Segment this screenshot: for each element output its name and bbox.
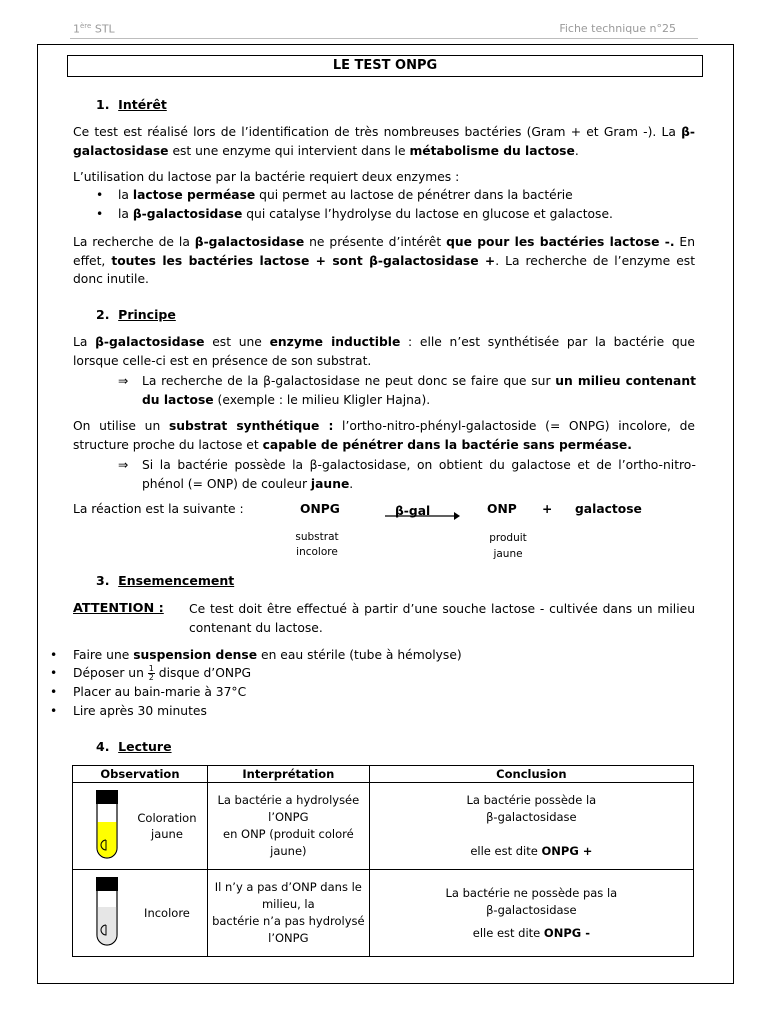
observation-text-positive: Coloration jaune bbox=[137, 811, 197, 841]
header-fiche: Fiche technique n°25 bbox=[559, 22, 676, 35]
s2-paragraph-2: On utilise un substrat synthétique : l’ortho-nitro-phényl-galactoside (= ONPG) incolore, de structure proche du lactose et capable de pénétrer dans la bactérie sans perméase. bbox=[73, 419, 695, 452]
section-4-heading: 4. Lecture bbox=[96, 739, 172, 754]
attention-text: Ce test doit être effectué à partir d’une souche lactose - cultivée dans un milieu contenant du lactose. bbox=[189, 602, 695, 635]
interpretation-cell-negative: Il n’y a pas d’ONP dans le milieu, la bactérie n’a pas hydrolysé l’ONPG bbox=[207, 870, 369, 957]
section-2-heading: 2. Principe bbox=[96, 307, 176, 322]
attention-label: ATTENTION : bbox=[73, 601, 164, 616]
interpretation-cell-positive: La bactérie a hydrolysée l’ONPG en ONP (produit coloré jaune) bbox=[207, 783, 369, 870]
reaction-product: ONP bbox=[487, 502, 517, 516]
header-class: 1ère STL bbox=[73, 22, 115, 36]
s2-arrow-item-1: ⇒ La recherche de la β-galactosidase ne peut donc se faire que sur un milieu contenant du lactose (exemple : le milieu Kligler Hajna). bbox=[118, 374, 696, 407]
reaction-substrate: ONPG bbox=[300, 502, 340, 516]
test-tube-yellow-icon bbox=[93, 786, 123, 866]
conclusion-cell-negative: La bactérie ne possède pas la β-galactosidase elle est dite ONPG - bbox=[369, 870, 693, 957]
s1-bullet-2: • la β-galactosidase qui catalyse l’hydrolyse du lactose en glucose et galactose. bbox=[96, 205, 696, 224]
substrate-caption: substrat incolore bbox=[295, 531, 339, 558]
s1-paragraph-1: Ce test est réalisé lors de l’identification de très nombreuses bactéries (Gram + et Gram -). La β-galactosidase est une enzyme qui intervient dans le métabolisme du lactose. bbox=[73, 125, 695, 158]
bullet-icon: • bbox=[50, 704, 58, 718]
page-title: LE TEST ONPG bbox=[67, 55, 703, 77]
s1-paragraph-2: L’utilisation du lactose par la bactérie requiert deux enzymes : bbox=[73, 170, 460, 184]
col-conclusion: Conclusion bbox=[369, 766, 693, 783]
reaction-label: La réaction est la suivante : bbox=[73, 502, 244, 516]
observation-text-negative: Incolore bbox=[144, 906, 190, 920]
s1-paragraph-3: La recherche de la β-galactosidase ne présente d’intérêt que pour les bactéries lactose -. En effet, toutes les bactéries lactose + sont β-galactosidase +. La recherche de l’enzyme est donc inutile. bbox=[73, 235, 696, 286]
s2-arrow-item-2: ⇒ Si la bactérie possède la β-galactosidase, on obtient du galactose et de l’ortho-nitro-phénol (= ONP) de couleur jaune. bbox=[118, 458, 696, 491]
bullet-icon: • bbox=[96, 207, 104, 221]
test-tube-colorless-icon bbox=[93, 873, 123, 953]
s3-step-3: • Placer au bain-marie à 37°C bbox=[50, 683, 670, 702]
table-header-row bbox=[73, 766, 694, 783]
s3-step-1: • Faire une suspension dense en eau stérile (tube à hémolyse) bbox=[50, 646, 670, 665]
product-caption: produit jaune bbox=[489, 532, 527, 560]
reaction-galactose: galactose bbox=[575, 502, 642, 516]
section-1-heading: 1. Intérêt bbox=[96, 97, 167, 112]
reaction-plus: + bbox=[542, 502, 553, 516]
observation-cell-positive bbox=[73, 783, 208, 870]
implies-arrow-icon: ⇒ bbox=[118, 374, 129, 388]
reaction-arrow-icon bbox=[384, 510, 460, 522]
table-row bbox=[73, 783, 694, 870]
bullet-icon: • bbox=[96, 188, 104, 202]
s2-paragraph-1: La β-galactosidase est une enzyme inductible : elle n’est synthétisée par la bactérie que lorsque celle-ci est en présence de son substrat. bbox=[73, 335, 695, 368]
lecture-table bbox=[72, 765, 694, 957]
bullet-icon: • bbox=[50, 666, 58, 680]
bullet-icon: • bbox=[50, 648, 58, 662]
col-interpretation: Interprétation bbox=[207, 766, 369, 783]
s3-step-4: • Lire après 30 minutes bbox=[50, 702, 670, 721]
table-row bbox=[73, 870, 694, 957]
bullet-icon: • bbox=[50, 685, 58, 699]
conclusion-cell-positive: La bactérie possède la β-galactosidase elle est dite ONPG + bbox=[369, 783, 693, 870]
col-observation: Observation bbox=[73, 766, 208, 783]
observation-cell-negative bbox=[73, 870, 208, 957]
section-3-heading: 3. Ensemencement bbox=[96, 573, 235, 588]
header-divider bbox=[70, 38, 698, 39]
s3-step-2: • Déposer un $\frac{1}{2}$ disque d’ONPG bbox=[50, 664, 252, 682]
implies-arrow-icon: ⇒ bbox=[118, 458, 129, 472]
s1-bullet-1: • la lactose perméase qui permet au lactose de pénétrer dans la bactérie bbox=[96, 186, 696, 205]
reaction-enzyme: β-gal bbox=[395, 504, 431, 518]
